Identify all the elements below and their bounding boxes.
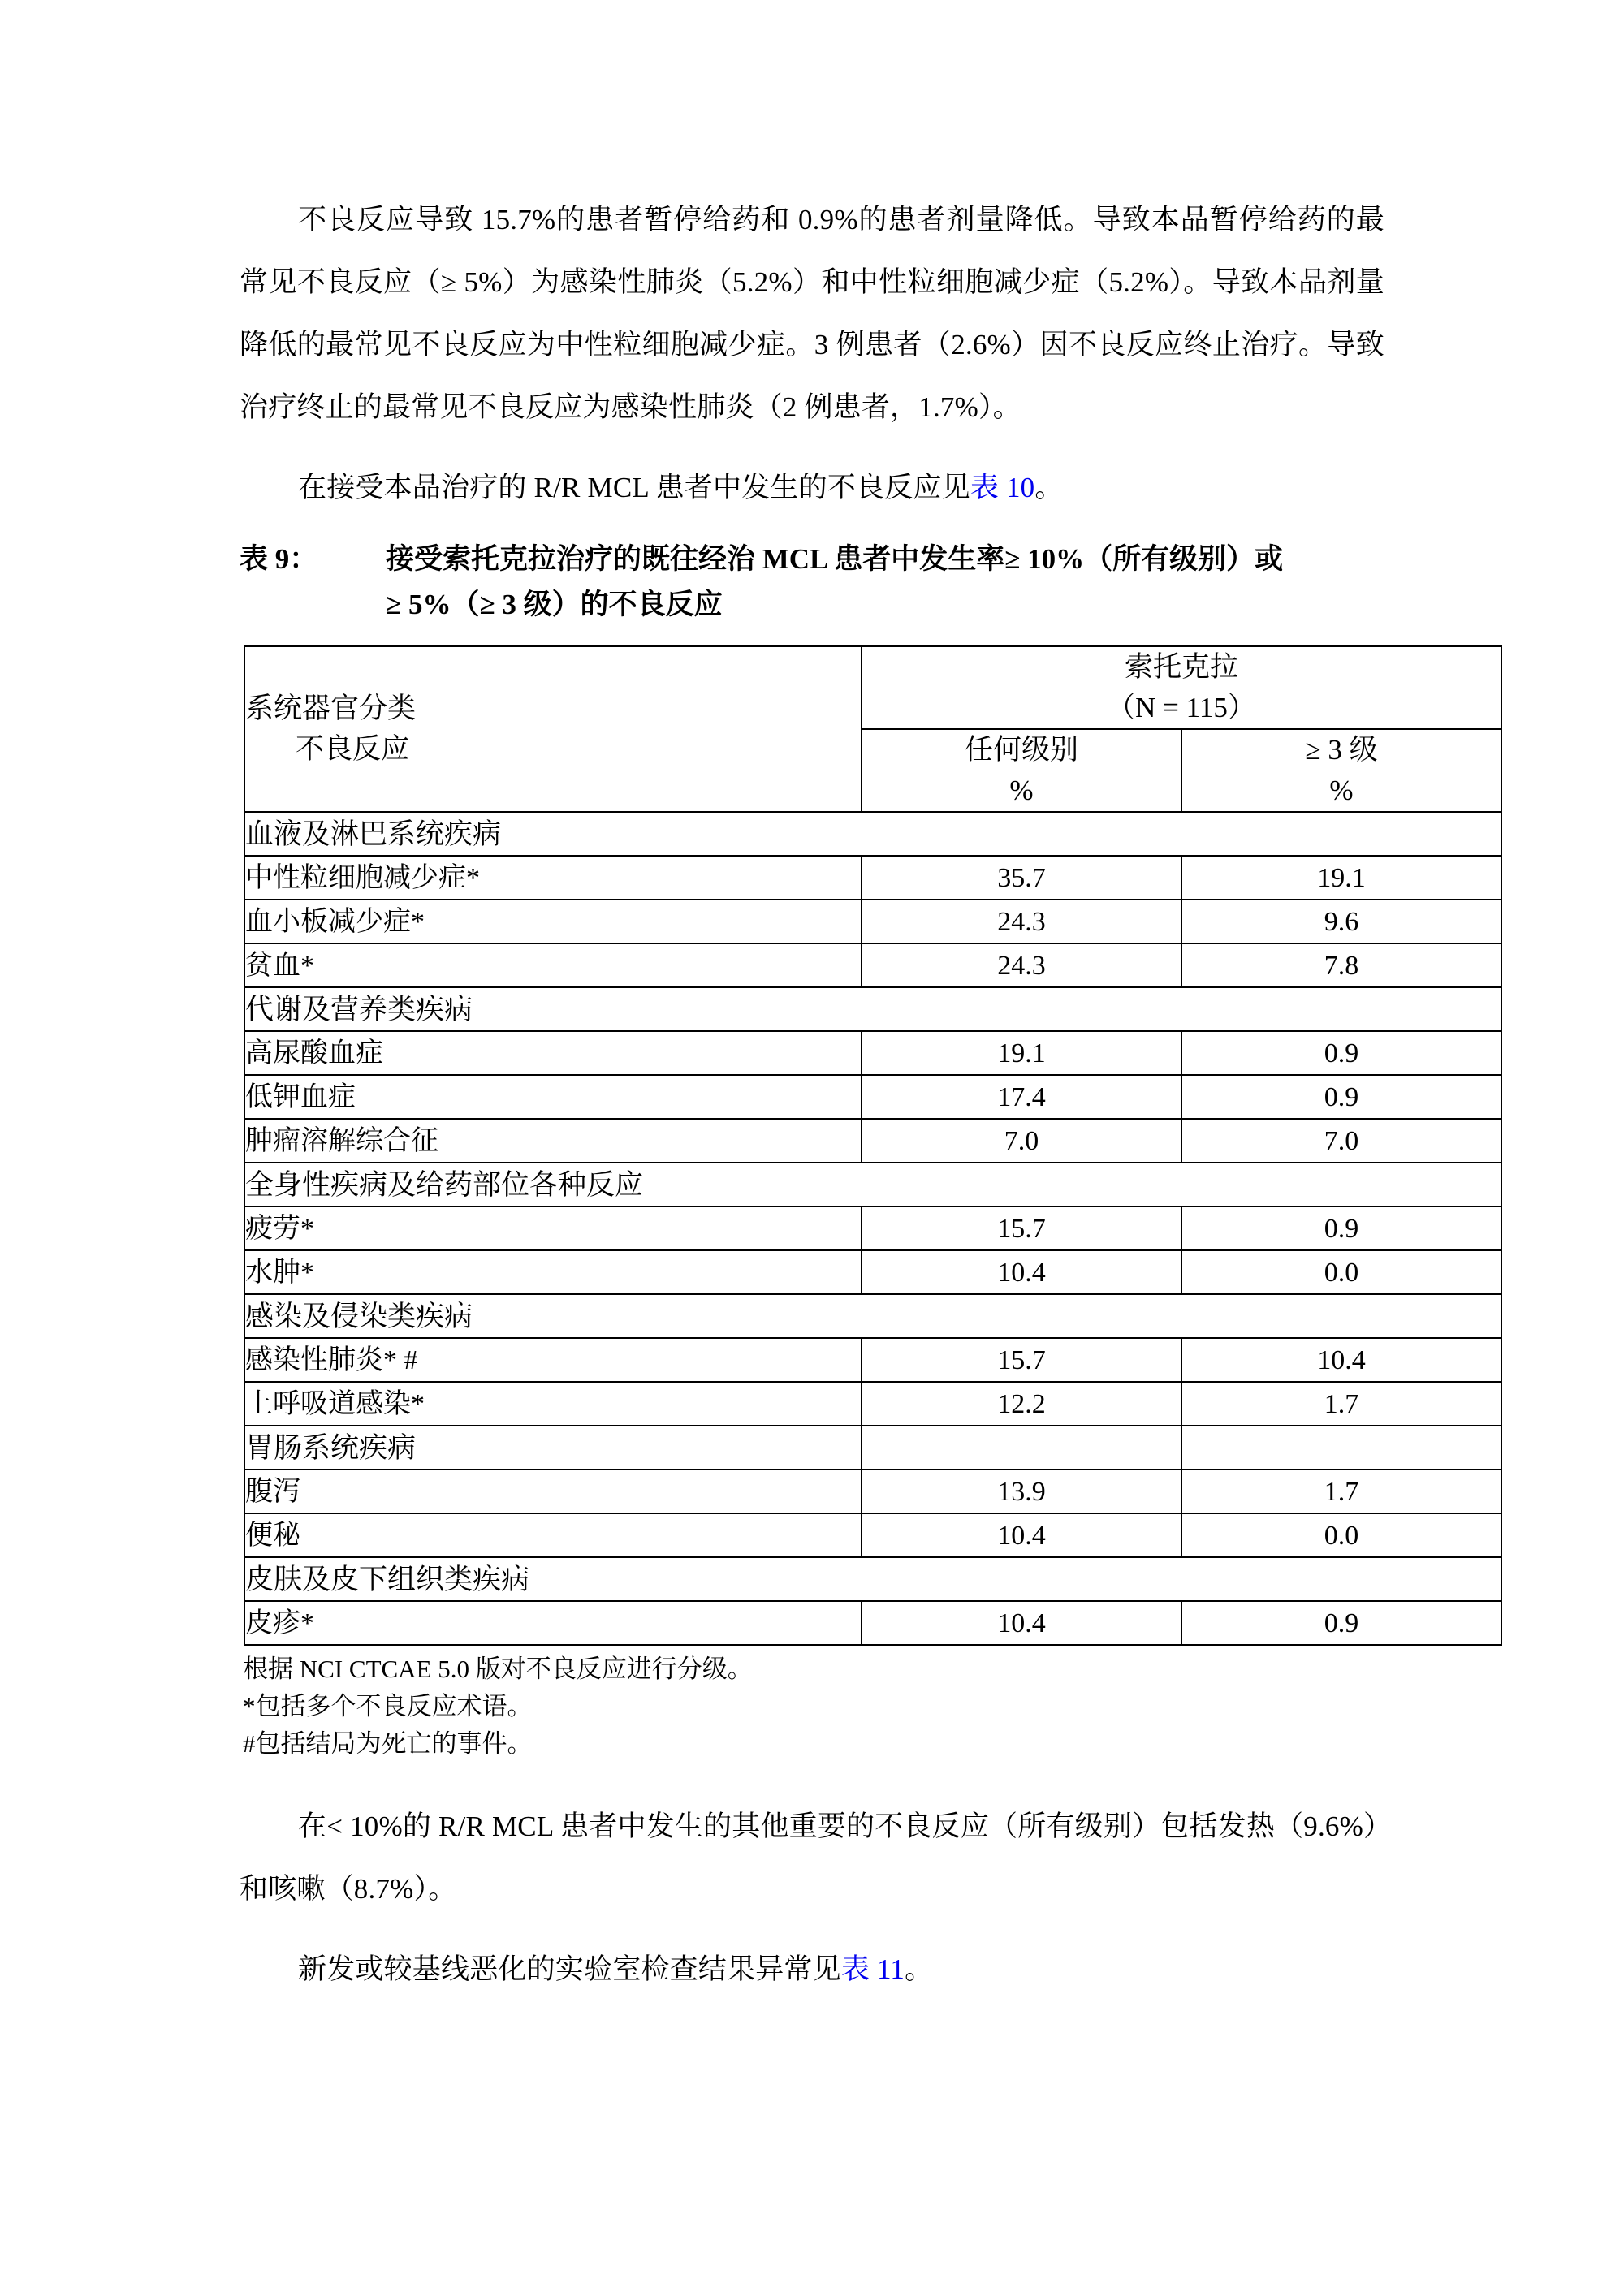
paragraph-gap-2	[240, 519, 1384, 537]
table-10-link[interactable]: 表 10	[970, 472, 1035, 503]
table-row	[244, 1382, 1501, 1426]
table-term-label: 疲劳*	[244, 1206, 862, 1250]
table-term-label: 高尿酸血症	[244, 1031, 862, 1075]
table-term-label: 水肿*	[244, 1250, 862, 1294]
table-row	[244, 987, 1501, 1031]
header-cell-soc	[244, 646, 862, 812]
table-cell-any-grade: 10.4	[862, 1250, 1181, 1294]
table-term-label: 皮疹*	[244, 1601, 862, 1645]
footnote-paragraph-gap	[240, 1763, 1384, 1795]
paragraph-other-reactions: 在< 10%的 R/R MCL 患者中发生的其他重要的不良反应（所有级别）包括发热（9.6%）和咳嗽（8.7%）。	[240, 1810, 1378, 1905]
table-cell-any-grade: 19.1	[862, 1031, 1181, 1075]
header-drug-n: （N = 115）	[1107, 692, 1256, 723]
table-cell-any-grade: 24.3	[862, 900, 1181, 943]
table-footnotes	[240, 1651, 1384, 1763]
table-row	[244, 1075, 1501, 1119]
table-cell-any-grade: 13.9	[862, 1470, 1181, 1513]
header-grade3-label: ≥ 3 级	[1305, 734, 1378, 766]
table-row	[244, 1338, 1501, 1382]
table-row	[244, 812, 1501, 856]
table-row	[244, 1426, 1501, 1470]
table-row	[244, 1250, 1501, 1294]
table-row	[244, 1119, 1501, 1163]
table-cell-grade3: 0.0	[1181, 1250, 1501, 1294]
page-content	[240, 188, 1384, 2000]
table-cell-grade3: 0.9	[1181, 1601, 1501, 1645]
paragraph-table10-text-after: 。	[1034, 472, 1064, 503]
table-category-label: 感染及侵染类疾病	[244, 1294, 1501, 1338]
table-term-label: 腹泻	[244, 1470, 862, 1513]
table-cell-grade3: 9.6	[1181, 900, 1501, 943]
table-term-label: 感染性肺炎* #	[244, 1338, 862, 1382]
table-row	[244, 1206, 1501, 1250]
paragraph-gap-1	[240, 438, 1384, 456]
table-footnote: 根据 NCI CTCAE 5.0 版对不良反应进行分级。	[243, 1655, 753, 1683]
paragraph-table10-text-before: 在接受本品治疗的 R/R MCL 患者中发生的不良反应见	[298, 472, 970, 503]
table-footnote: #包括结局为死亡的事件。	[243, 1729, 533, 1758]
table-11-link[interactable]: 表 11	[840, 1953, 905, 1985]
table-cell-grade3: 7.0	[1181, 1119, 1501, 1163]
table-term-label: 上呼吸道感染*	[244, 1382, 862, 1426]
header-cell-drug	[862, 646, 1501, 729]
table-cell-grade3: 10.4	[1181, 1338, 1501, 1382]
table-category-label: 代谢及营养类疾病	[244, 987, 1501, 1031]
table-row	[244, 900, 1501, 943]
table-term-label: 贫血*	[244, 943, 862, 987]
header-cell-any-grade	[862, 729, 1181, 812]
header-any-grade-unit: %	[1009, 775, 1034, 806]
paragraph-table10-reference	[240, 456, 1384, 519]
table-cell-grade3: 1.7	[1181, 1470, 1501, 1513]
table-row	[244, 1513, 1501, 1557]
header-soc-subtitle: 不良反应	[296, 733, 410, 765]
table-cell-any-grade: 35.7	[862, 856, 1181, 900]
table-row	[244, 1163, 1501, 1206]
table-category-label: 胃肠系统疾病	[244, 1426, 862, 1470]
table-cell-grade3: 0.9	[1181, 1031, 1501, 1075]
caption-table-gap	[240, 628, 1384, 645]
table-cell-grade3: 1.7	[1181, 1382, 1501, 1426]
table-body	[244, 812, 1501, 1645]
table-category-label: 血液及淋巴系统疾病	[244, 812, 1501, 856]
table-cell-any-grade: 15.7	[862, 1206, 1181, 1250]
table-cell-any-grade: 15.7	[862, 1338, 1181, 1382]
table-term-label: 中性粒细胞减少症*	[244, 856, 862, 900]
paragraph-adverse-reaction-summary: 不良反应导致 15.7%的患者暂停给药和 0.9%的患者剂量降低。导致本品暂停给药的最常见不良反应（≥ 5%）为感染性肺炎（5.2%）和中性粒细胞减少症（5.2%）。导致本品剂量降低的最常见不良反应为中性粒细胞减少症。3 例患者（2.6%）因不良反应终止治疗。导致治疗终止的最常见不良反应为感染性肺炎（2 例患者，1.7%）。	[240, 204, 1384, 423]
table-cell-grade3: 0.9	[1181, 1206, 1501, 1250]
adverse-reactions-table	[244, 645, 1502, 1646]
table-header-row-drug	[244, 646, 1501, 729]
table-row	[244, 943, 1501, 987]
table-cell-any-grade: 10.4	[862, 1601, 1181, 1645]
table-caption	[240, 537, 1384, 628]
table-cell-any-grade: 24.3	[862, 943, 1181, 987]
table-cell-any-grade: 7.0	[862, 1119, 1181, 1163]
paragraph-table11-text-after: 。	[905, 1953, 934, 1985]
table-caption-label: 表 9：	[240, 543, 318, 575]
table-term-label: 低钾血症	[244, 1075, 862, 1119]
table-row	[244, 1031, 1501, 1075]
paragraph-table11-text-before: 新发或较基线恶化的实验室检查结果异常见	[298, 1953, 841, 1985]
table-row	[244, 1601, 1501, 1645]
table-cell-grade3: 0.0	[1181, 1513, 1501, 1557]
table-cell-grade3: 7.8	[1181, 943, 1501, 987]
table-category-label: 皮肤及皮下组织类疾病	[244, 1557, 1501, 1601]
header-soc-title: 系统器官分类	[245, 693, 417, 724]
table-cell-any-grade	[862, 1426, 1181, 1470]
table-cell-grade3: 19.1	[1181, 856, 1501, 900]
paragraph-gap-3	[240, 1920, 1384, 1938]
table-cell-any-grade: 10.4	[862, 1513, 1181, 1557]
header-any-grade-label: 任何级别	[964, 734, 1078, 766]
table-header	[244, 646, 1501, 812]
table-cell-any-grade: 17.4	[862, 1075, 1181, 1119]
table-cell-grade3	[1181, 1426, 1501, 1470]
table-footnote: *包括多个不良反应术语。	[243, 1692, 533, 1720]
table-row	[244, 1557, 1501, 1601]
table-cell-any-grade: 12.2	[862, 1382, 1181, 1426]
table-row	[244, 1470, 1501, 1513]
table-term-label: 肿瘤溶解综合征	[244, 1119, 862, 1163]
table-term-label: 血小板减少症*	[244, 900, 862, 943]
header-drug-name: 索托克拉	[1124, 651, 1238, 683]
header-cell-grade3	[1181, 729, 1501, 812]
paragraph-table11-reference	[240, 1938, 1384, 2000]
table-term-label: 便秘	[244, 1513, 862, 1557]
table-cell-grade3: 0.9	[1181, 1075, 1501, 1119]
table-caption-text: 接受索托克拉治疗的既往经治 MCL 患者中发生率≥ 10%（所有级别）或≥ 5%（≥ 3 级）的不良反应	[386, 543, 1284, 620]
table-category-label: 全身性疾病及给药部位各种反应	[244, 1163, 1501, 1206]
table-row	[244, 856, 1501, 900]
header-grade3-unit: %	[1329, 775, 1354, 806]
table-row	[244, 1294, 1501, 1338]
